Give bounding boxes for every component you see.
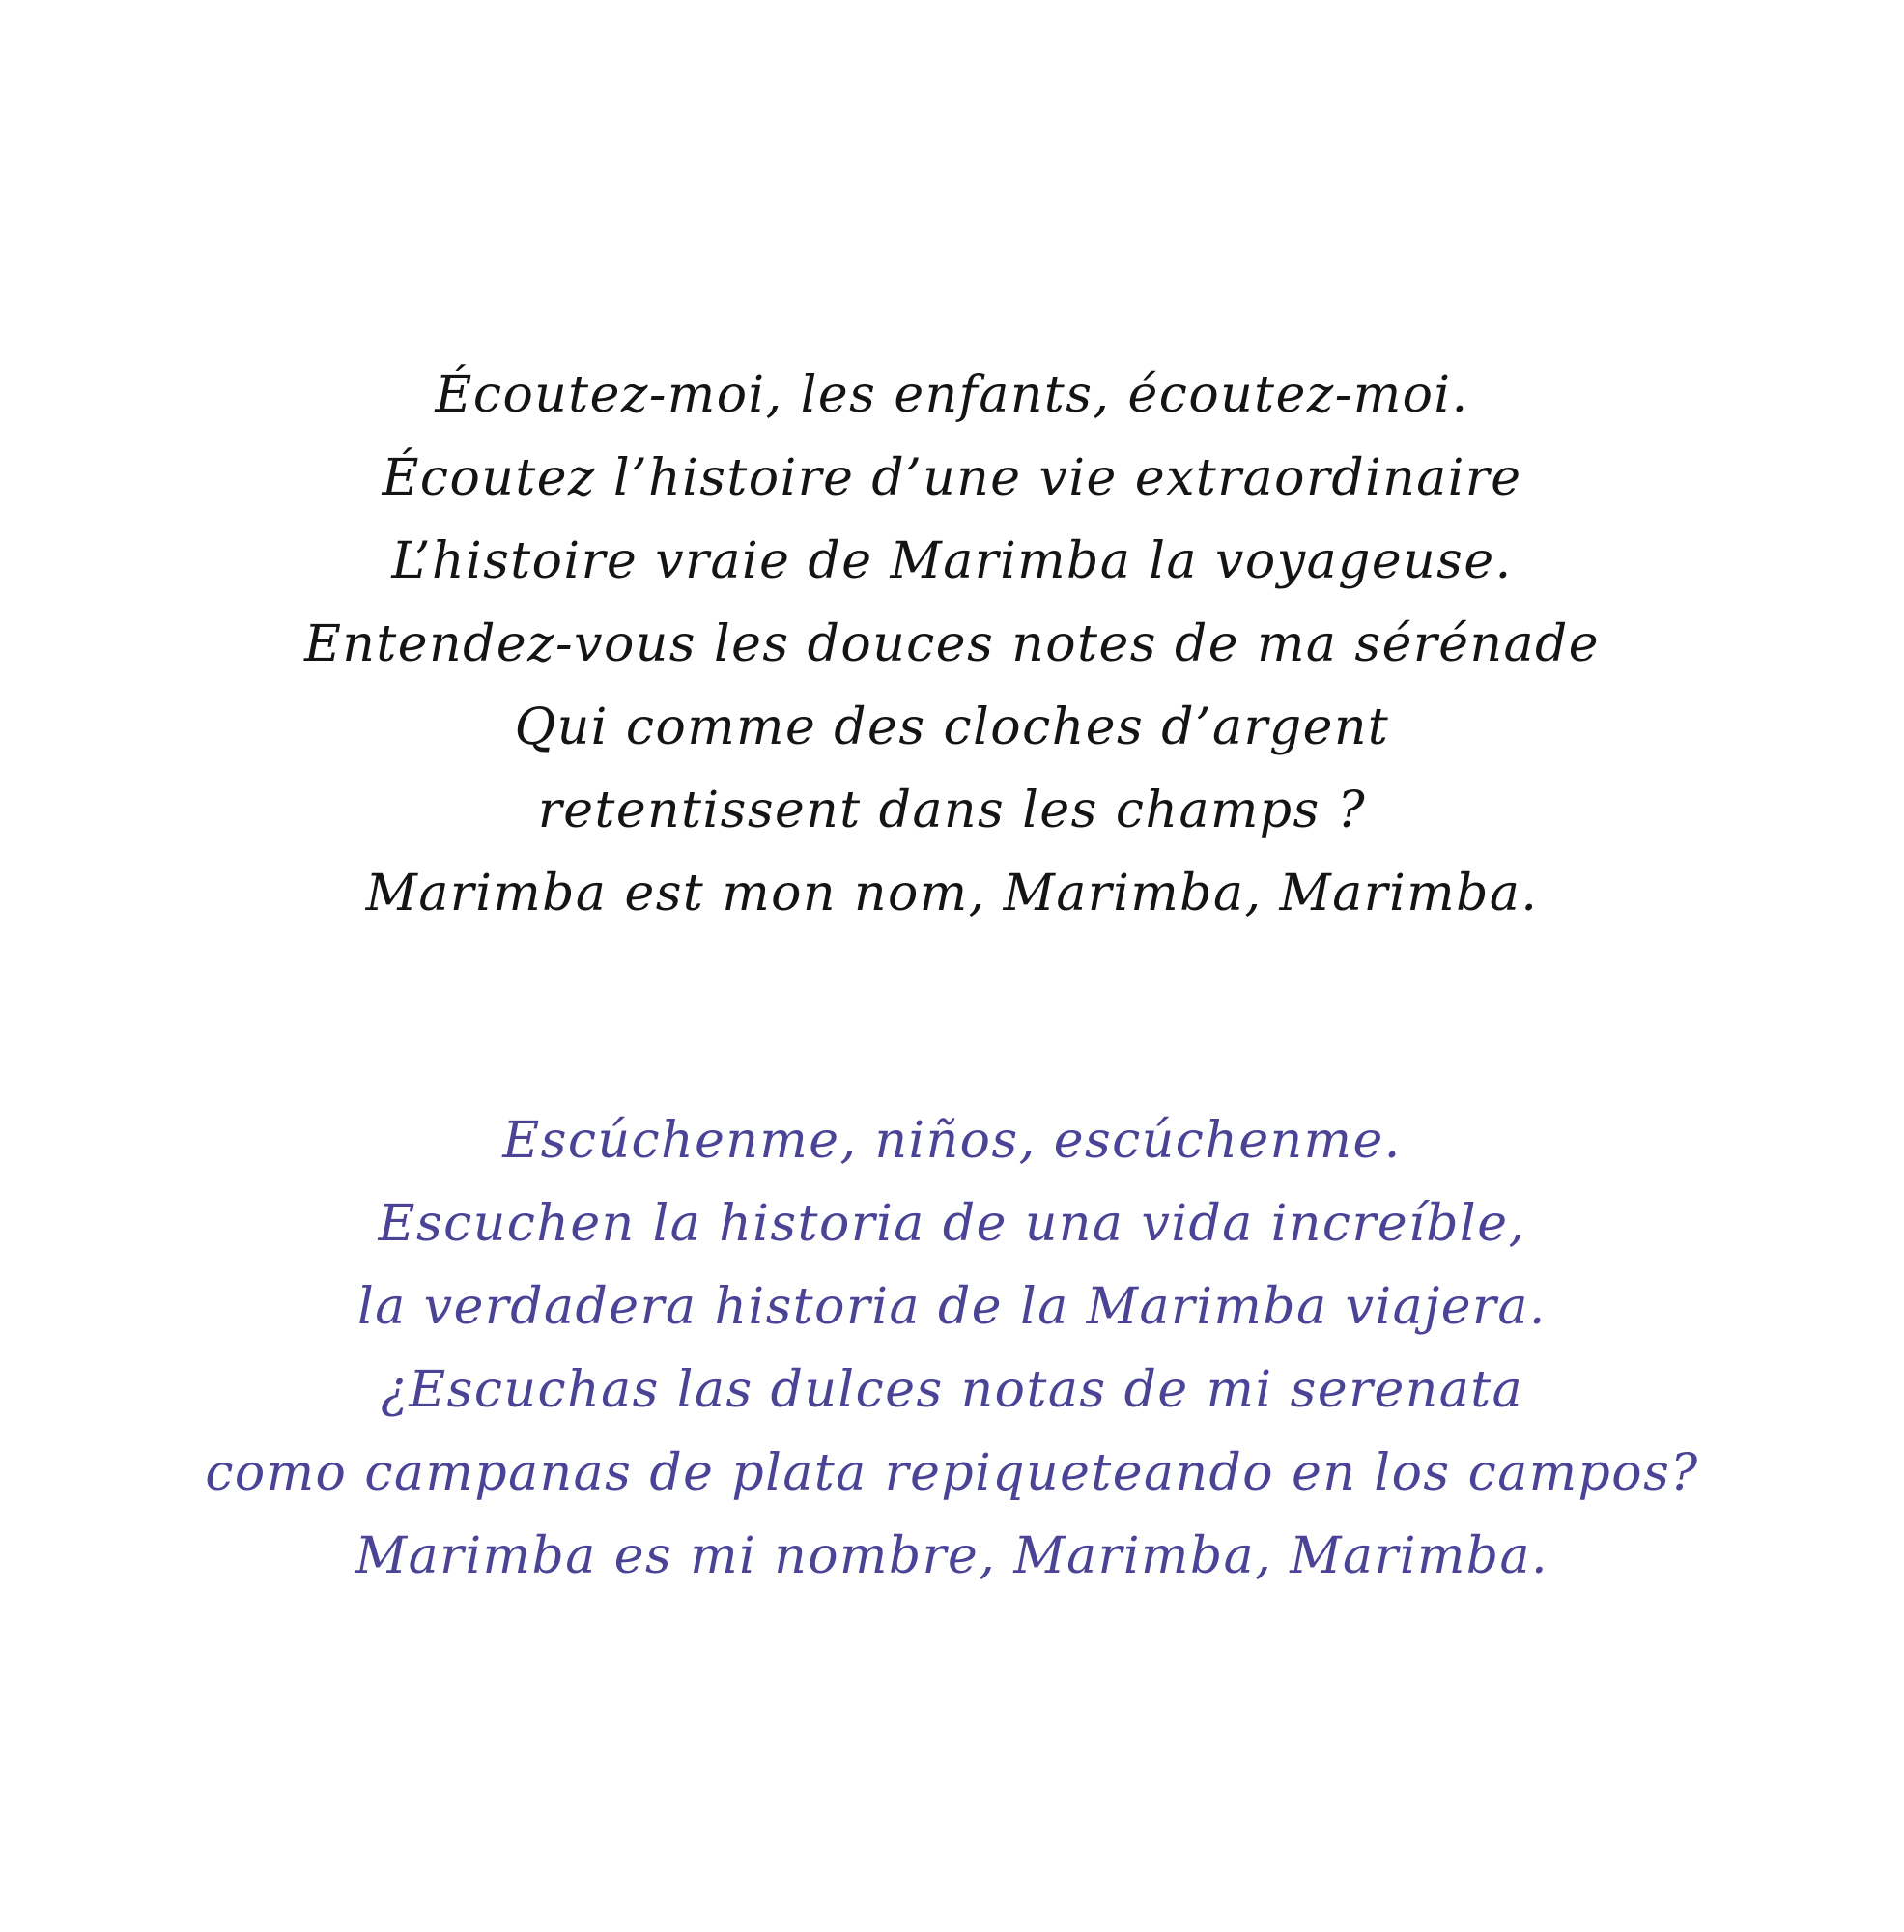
french-line-5: Qui comme des cloches d’argent: [514, 698, 1390, 756]
french-stanza: [0, 354, 1904, 935]
french-line-6: retentissent dans les champs ?: [537, 781, 1367, 839]
french-line-2: Écoutez l’histoire d’une vie extraordinaire: [382, 449, 1522, 507]
spanish-stanza: [0, 1099, 1904, 1598]
spanish-line-2: Escuchen la historia de una vida increíble,: [378, 1195, 1526, 1253]
spanish-line-5: como campanas de plata repiqueteando en los campos?: [205, 1444, 1699, 1502]
french-line-3: L’histoire vraie de Marimba la voyageuse.: [391, 532, 1513, 590]
spanish-line-1: Escúchenme, niños, escúchenme.: [502, 1112, 1402, 1170]
french-line-1: Écoutez-moi, les enfants, écoutez-moi.: [435, 366, 1469, 424]
french-line-7: Marimba est mon nom, Marimba, Marimba.: [365, 865, 1539, 923]
spanish-line-4: ¿Escuchas las dulces notas de mi serenata: [380, 1361, 1524, 1419]
spanish-line-6: Marimba es mi nombre, Marimba, Marimba.: [355, 1527, 1549, 1585]
french-line-4: Entendez-vous les douces notes de ma sérénade: [303, 615, 1601, 673]
spanish-line-3: la verdadera historia de la Marimba viajera.: [357, 1278, 1547, 1336]
